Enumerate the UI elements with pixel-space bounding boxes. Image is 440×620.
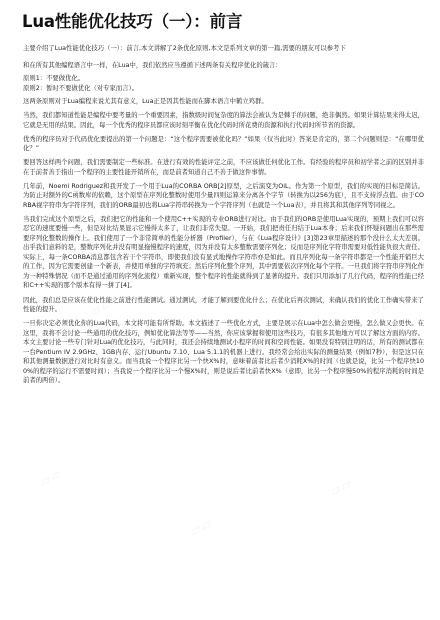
body-paragraph: 当我们完成这个原型之后，我们把它的性能和一个使用C++实现的专业ORB进行对比。由于我们的ORB是使用Lua实现的，预期上我们可以容忍它的速度要慢一些，但是对比结果显示它慢得太多了，让我们非常失望。一开始，我们把责任归结于Lua本身；后来我们怀疑问题出在那些需要序列化整数的操作上。我们使用了一个非常简单的性能分析器（Profiler），与在《Lua程序设计》[3]第23章里描述的那个没什么太大差别。出乎我们意料的是，整数序列化并没有明显拖慢程序的速度，因为并没有太多整数需要序列化；反而是序列化字符串需要对低性能负很大责任。实际上，每一条CORBA消息都包含若干个字符串，即使我们没有显式地操作字符串亦是如此。而且序列化每一条字符串都是一个性能开销巨大的工作，因为它需要创建一个新表，并使用单独的字符填充；然后序列化整个序列，其中需要依次序列化每个字符。一旦我们将字符串序列化作为一种特殊情况（而不是通过通用的序列化流程）重新实现，整个程序的性能就得到了显著的提升。我们只用添加了几行代码，程序的性能已经和C++实现的那个版本有得一拼了[4]。	[23, 215, 424, 290]
watermark-mark: ▱▱	[57, 115, 87, 140]
principle-2: 原则2：暂时不要做优化（对专家而言）。	[23, 84, 139, 92]
watermark-mark: ▱▱	[367, 295, 397, 320]
body-paragraph: 几年前，Noemi Rodriguez和我开发了一个用于Lua的CORBA ORB[2]原型，之后演变为OiL。作为第一个原型，我们的实现的目标是简洁。为防止对额外的C函数库的依赖，这个原型在序列化整数时使用少量四则运算来分离各个字节（转换为以256为底），且不支持浮点值。由于CORBA视字符串为字符序列，我们的ORB最初也将Lua字符串转换为一个字符序列（也就是一个Lua表），并且将其和其他序列等同视之。	[23, 182, 424, 209]
watermark-mark: ▱▱	[37, 465, 67, 490]
body-paragraph: 这两条原则对于Lua编程来说尤其有意义，Lua正是因其性能而在脚本语言中鹤立鸡群。	[23, 98, 268, 105]
page-title: Lua性能优化技巧（一）：前言	[22, 12, 243, 31]
watermark-mark: ▱▱	[87, 295, 117, 320]
intro-paragraph: 主要介绍了Lua性能优化技巧（一）：前言,本文讲解了2条优化原则,本文是系列文章的第一篇,需要的朋友可以参考下	[23, 45, 346, 52]
watermark-mark: ▱▱	[197, 165, 227, 190]
watermark-mark: ▱▱	[337, 115, 367, 140]
body-paragraph: 和在所有其他编程语言中一样，在Lua中，我们依然应当遵循下述两条有关程序优化的箴言：	[23, 61, 282, 69]
watermark-mark: ▱▱	[247, 335, 277, 360]
body-paragraph: 优秀的程序员对于代码优化要提出的第一个问题是：“这个程序需要被优化吗？”如果（仅当此时）答案是肯定的，第二个问题则是：“在哪里优化？”	[23, 135, 424, 153]
principle-1: 原则1：不要做优化。	[23, 75, 85, 82]
body-paragraph: 因此，我们总是应该在优化性能之前进行性能测试。通过测试，才能了解到要优化什么；在优化后再次测试，来确认我们的优化工作确实带来了性能的提升。	[23, 296, 424, 314]
watermark-mark: ▱▱	[187, 515, 217, 540]
body-paragraph: 要回答这样两个问题，我们需要制定一些标准。在进行有效的性能评定之前，不应该做任何优化工作。有经验的程序员和初学者之前的区别并非在于前者善于指出一个程序的主要性能开销所在，而是前者知道自己不善于做这件事情。	[23, 159, 424, 176]
article-body	[23, 44, 424, 390]
body-paragraph: 当然，我们都知道性能是编程中要考量的一个重要因素，指数级时间复杂度的算法会被认为是棘手的问题，绝非偶然。如果计算结果来得太迟，它就是无用的结果。因此，每一个优秀的程序员都应该时刻平衡在优化代码时所花费的资源和执行代码时所节省的资源。	[23, 112, 424, 129]
watermark-mark: ▱▱	[327, 475, 357, 500]
body-paragraph: 一旦你决定必须优化你的Lua代码，本文将可能有所帮助。本文描述了一些优化方式，主要是展示在Lua中怎么做会更慢，怎么做又会更快。在这里，我将不会讨论一些通用的优化技巧，例如优化算法等等——当然，你应该掌握和使用这些技巧，有很多其他地方可以了解这方面的内容。本文主要讨论一些专门针对Lua的优化技巧，与此同时，我还会持续地测试小程序的时间和空间性能。如果没有特别注明的话，所有的测试都在一台Pentium IV 2.9GHz、1GB内存、运行Ubuntu 7.10、Lua 5.1.1的机器上进行。我经常会给出实际的测量结果（例如7秒），但是这只在和其他测量数据进行对比时有意义。而当我说一个程序比另一个快X%时，意味着前者比后者少消耗X%的时间（也就是说，比另一个程序快100%的程序的运行不需要时间）；当我说一个程序比另一个慢X%时，则是说后者比前者快X%（意即，比另一个程序慢50%的程序消耗的时间是前者的两倍）。	[23, 320, 424, 385]
